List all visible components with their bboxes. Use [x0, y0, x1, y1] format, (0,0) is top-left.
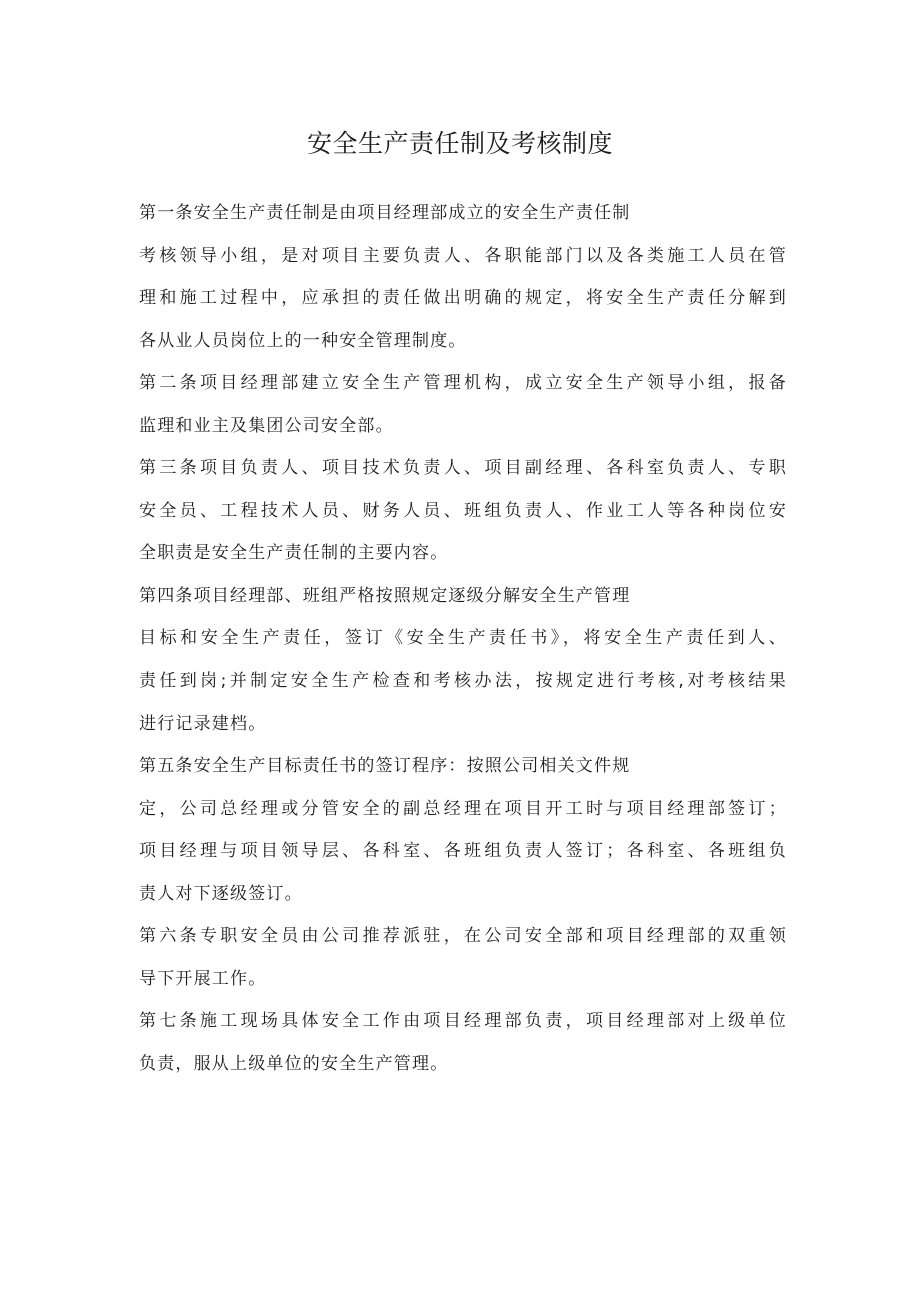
text-line: 导下开展工作。	[139, 968, 267, 989]
text-line: 第五条安全生产目标责任书的签订程序：按照公司相关文件规	[139, 756, 631, 777]
text-line: 安全员、工程技术人员、财务人员、班组负责人、作业工人等各种岗位安	[139, 500, 787, 521]
document-body	[139, 192, 787, 1085]
text-line: 监理和业主及集团公司安全部。	[139, 415, 394, 436]
text-line: 各从业人员岗位上的一种安全管理制度。	[139, 330, 467, 351]
text-line: 项目经理与项目领导层、各科室、各班组负责人签订；各科室、各班组负	[139, 841, 787, 862]
text-line: 第六条专职安全员由公司推荐派驻，在公司安全部和项目经理部的双重领	[139, 926, 787, 947]
text-line: 进行记录建档。	[139, 713, 267, 734]
text-line: 第七条施工现场具体安全工作由项目经理部负责，项目经理部对上级单位	[139, 1011, 787, 1032]
text-line: 全职责是安全生产责任制的主要内容。	[139, 543, 449, 564]
text-line: 第三条项目负责人、项目技术负责人、项目副经理、各科室负责人、专职	[139, 458, 787, 479]
text-line: 定，公司总经理或分管安全的副总经理在项目开工时与项目经理部签订；	[139, 798, 787, 819]
text-line: 第四条项目经理部、班组严格按照规定逐级分解安全生产管理	[139, 585, 631, 606]
text-line: 目标和安全生产责任，签订《安全生产责任书》，将安全生产责任到人、	[139, 628, 787, 649]
text-line: 第一条安全生产责任制是由项目经理部成立的安全生产责任制	[139, 203, 631, 223]
text-line: 理和施工过程中，应承担的责任做出明确的规定，将安全生产责任分解到	[139, 288, 787, 309]
text-line: 第二条项目经理部建立安全生产管理机构，成立安全生产领导小组，报备	[139, 373, 787, 394]
text-line: 考核领导小组，是对项目主要负责人、各职能部门以及各类施工人员在管	[139, 245, 787, 266]
text-line: 责任到岗;并制定安全生产检查和考核办法，按规定进行考核,对考核结果	[139, 671, 787, 692]
document-title: 安全生产责任制及考核制度	[306, 129, 613, 158]
text-line: 负责，服从上级单位的安全生产管理。	[139, 1053, 449, 1074]
text-line: 责人对下逐级签订。	[139, 883, 303, 904]
